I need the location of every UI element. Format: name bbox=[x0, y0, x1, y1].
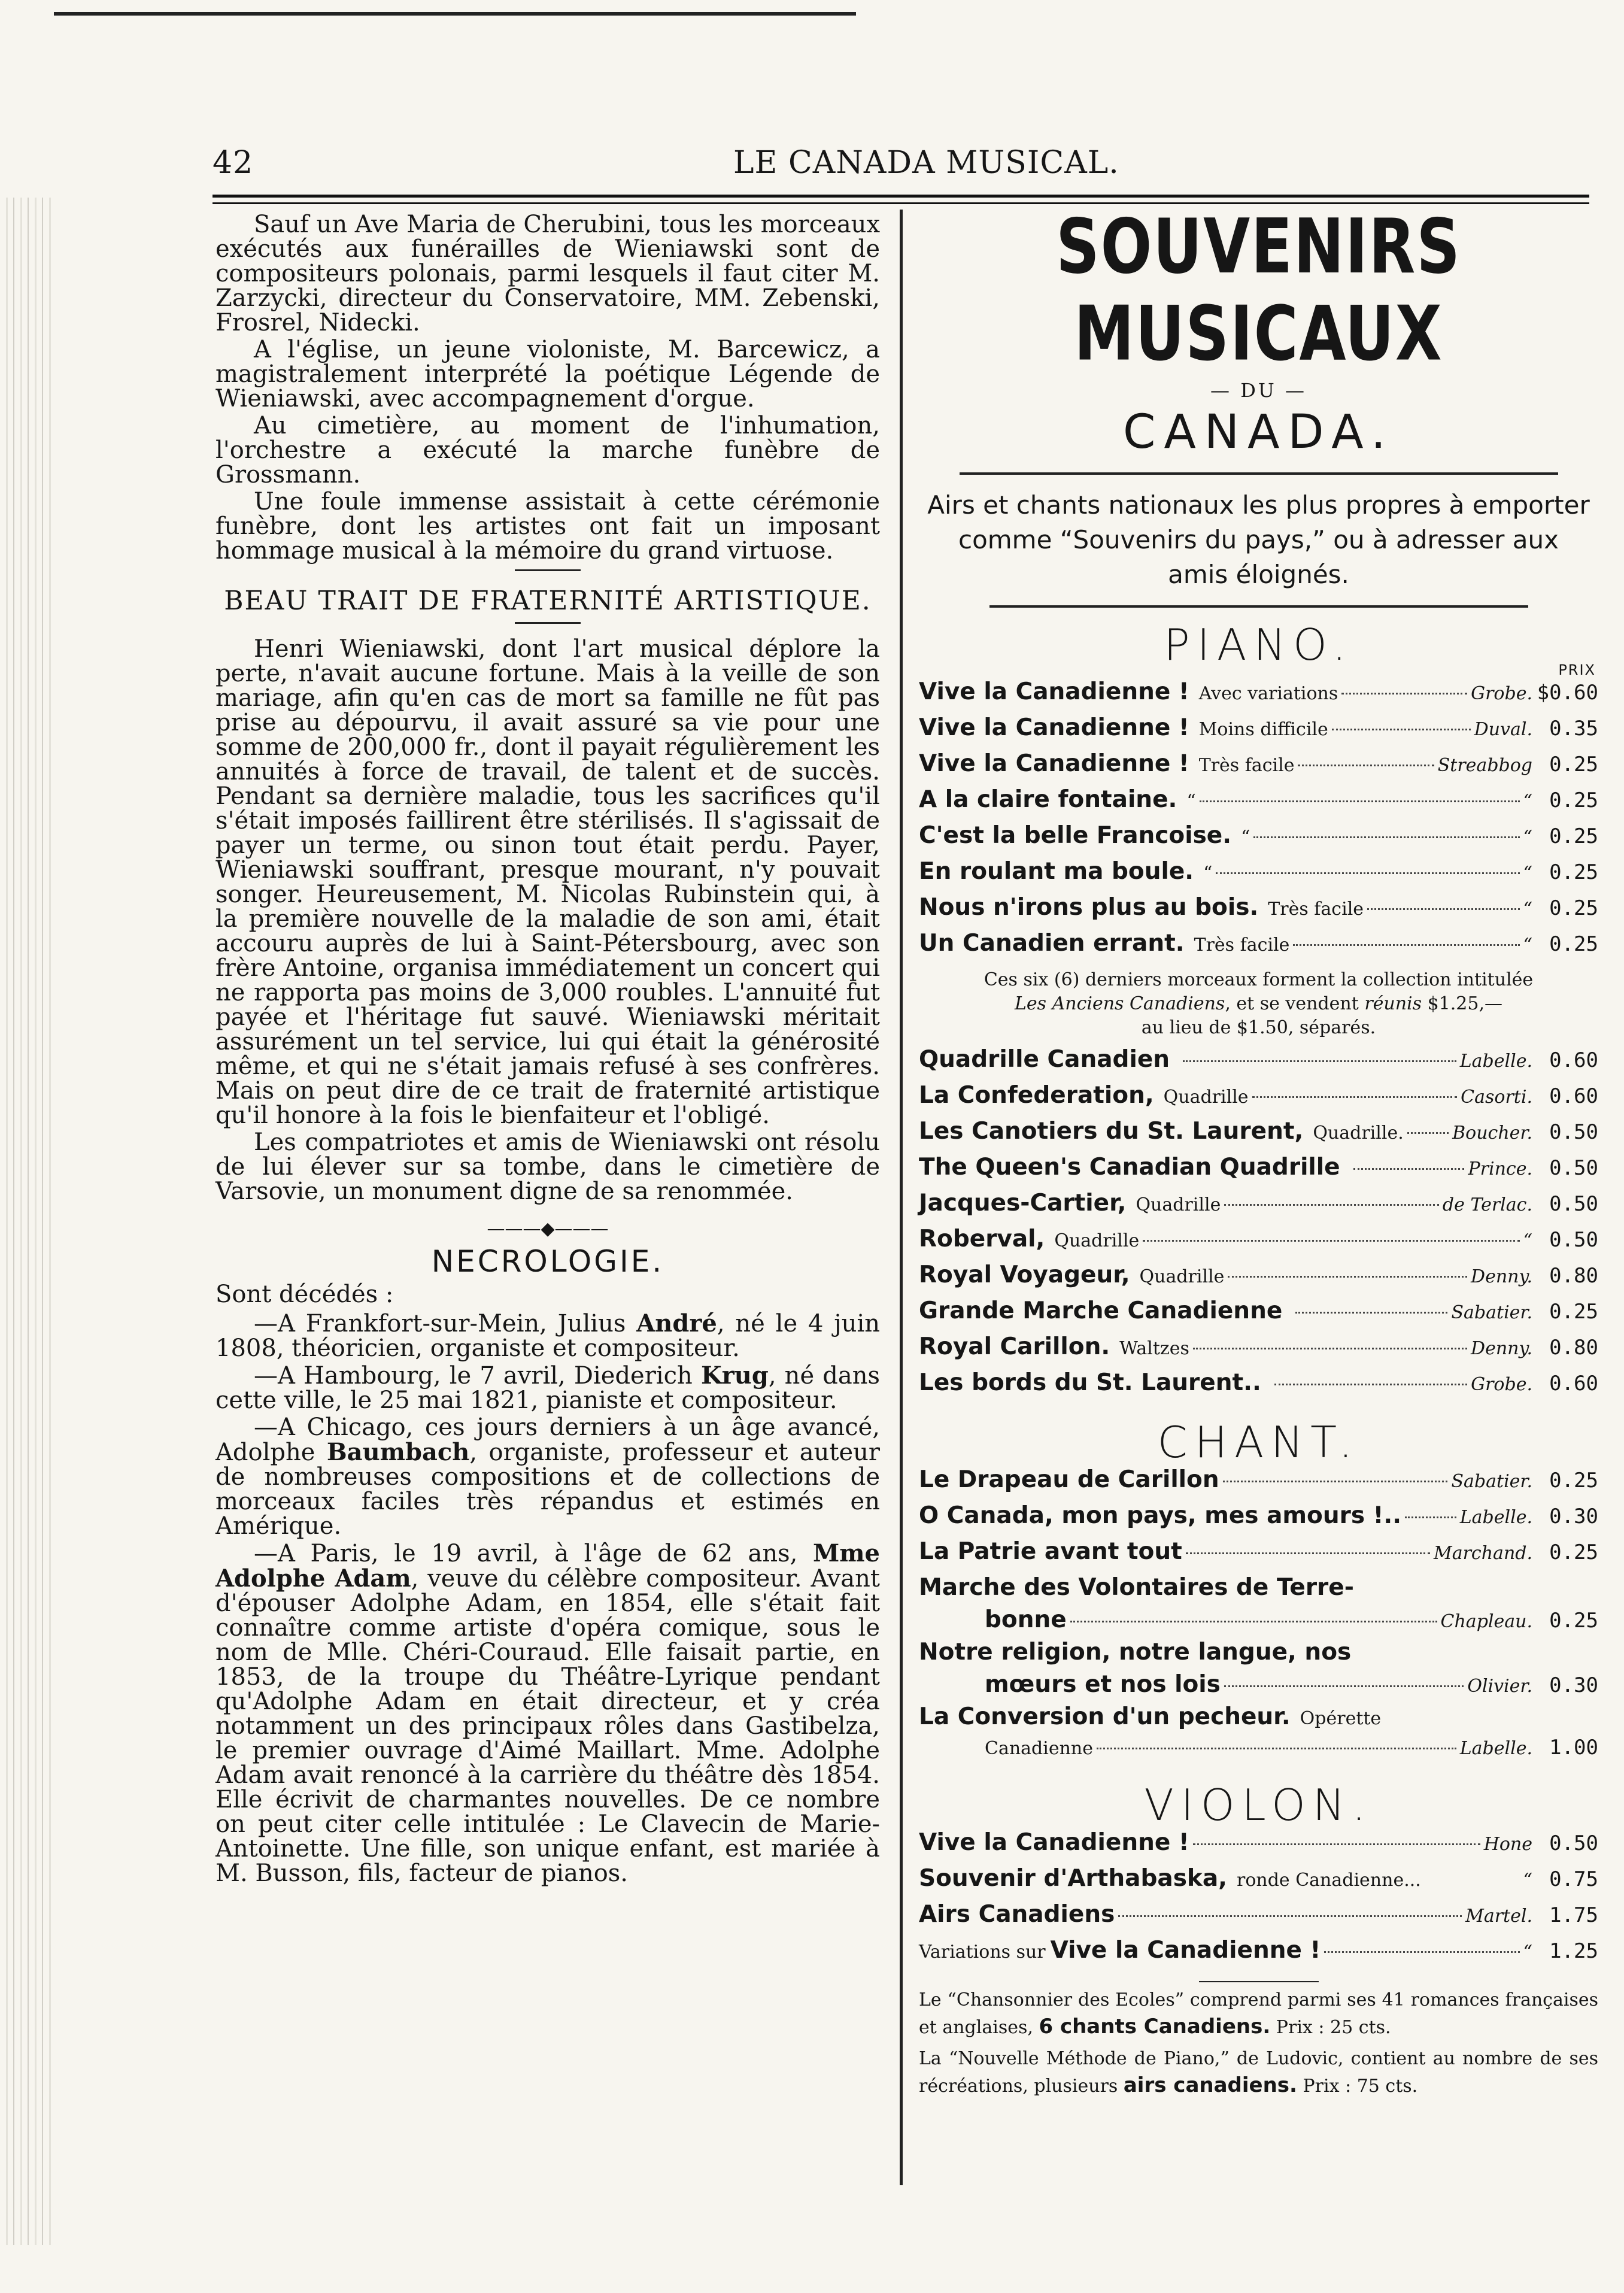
obituary-text: —A Chicago, ces jours derniers à un âge avancé, Adolphe bbox=[215, 1414, 880, 1466]
footer-text: La “Nouvelle Méthode de Piano,” de Ludovic, contient au nombre de ses récréations, plusieurs bbox=[919, 2048, 1598, 2097]
leader-dots bbox=[1228, 1276, 1467, 1278]
footer-text: Le “Chansonnier des Ecoles” comprend parmi ses 41 romances françaises et anglaises, bbox=[919, 1989, 1598, 2038]
item-title: Vive la Canadienne ! bbox=[1050, 1937, 1321, 1964]
item-title: The Queen's Canadian Quadrille bbox=[919, 1154, 1340, 1181]
item-title-cont: bonne bbox=[985, 1606, 1067, 1633]
item-author: “ bbox=[1523, 791, 1532, 812]
header-rule bbox=[213, 195, 1589, 198]
item-title: Jacques-Cartier, bbox=[919, 1190, 1127, 1217]
violon-heading: VIOLON. bbox=[1144, 1780, 1373, 1830]
obituary-name: André bbox=[636, 1309, 717, 1337]
item-price: 0.30 bbox=[1549, 1673, 1598, 1697]
item-author: Streabbog bbox=[1437, 755, 1532, 776]
item-price: 0.25 bbox=[1549, 1300, 1598, 1324]
item-author: “ bbox=[1523, 827, 1532, 848]
catalog-row bbox=[919, 1829, 1598, 1865]
item-author: Casorti. bbox=[1461, 1087, 1532, 1108]
item-price: 0.50 bbox=[1549, 1831, 1598, 1855]
item-price: 0.30 bbox=[1549, 1505, 1598, 1528]
item-title: Nous n'irons plus au bois. bbox=[919, 894, 1259, 921]
obituary-entry bbox=[215, 1415, 880, 1539]
item-title: Royal Voyageur, bbox=[919, 1261, 1130, 1288]
item-price: 0.25 bbox=[1549, 824, 1598, 848]
obituary-text: —A Hambourg, le 7 avril, Diederich bbox=[254, 1362, 701, 1390]
obituary-entry bbox=[215, 1363, 880, 1413]
item-desc: “ bbox=[1186, 791, 1196, 812]
necrology-intro: Sont décédés : bbox=[215, 1281, 394, 1308]
item-desc: Variations sur bbox=[919, 1942, 1046, 1963]
leader-dots bbox=[1295, 1312, 1447, 1314]
catalog-row bbox=[919, 858, 1598, 894]
item-desc: Waltzes bbox=[1119, 1338, 1189, 1359]
footer-text: Prix : 25 cts. bbox=[1270, 2017, 1391, 2038]
item-price: 0.25 bbox=[1549, 788, 1598, 812]
section-heading: BEAU TRAIT DE FRATERNITÉ ARTISTIQUE. bbox=[224, 586, 872, 616]
catalog-row bbox=[919, 1937, 1598, 1973]
advert-canada: CANADA. bbox=[1123, 405, 1394, 459]
scan-edge-artifact bbox=[0, 198, 54, 2245]
item-author: Hone bbox=[1483, 1834, 1532, 1855]
advert-title: SOUVENIRS MUSICAUX bbox=[1056, 203, 1461, 378]
item-price: 0.50 bbox=[1549, 1228, 1598, 1252]
note-line bbox=[919, 992, 1598, 1016]
leader-dots bbox=[1193, 1843, 1480, 1845]
item-price: 1.25 bbox=[1549, 1939, 1598, 1963]
leader-dots bbox=[1252, 1096, 1458, 1098]
item-author: Sabatier. bbox=[1451, 1302, 1532, 1323]
item-author: Grobe. bbox=[1471, 683, 1532, 704]
catalog-row bbox=[919, 894, 1598, 930]
item-author: Labelle. bbox=[1459, 1738, 1532, 1759]
item-author: Prince. bbox=[1468, 1158, 1532, 1179]
leader-dots bbox=[1183, 1060, 1456, 1062]
item-author: “ bbox=[1523, 1230, 1532, 1251]
obituary-text: , organiste, professeur et auteur de nombreuses compositions et de collections de morceaux faciles très répandus et estimés en Amérique. bbox=[215, 1439, 880, 1540]
piano-heading: PIANO. bbox=[1164, 620, 1353, 670]
piano-list bbox=[919, 678, 1598, 966]
item-author: “ bbox=[1523, 863, 1532, 884]
column-divider bbox=[900, 210, 903, 2185]
item-desc: Très facile bbox=[1194, 935, 1290, 956]
item-price: $0.60 bbox=[1537, 681, 1598, 705]
item-author: “ bbox=[1523, 1942, 1532, 1963]
footer-emph: airs canadiens. bbox=[1123, 2073, 1297, 2097]
paragraph: Une foule immense assistait à cette cérémonie funèbre, dont les artistes ont fait un imposant hommage musical à la mémoire du grand virtuose. bbox=[215, 488, 880, 565]
catalog-row bbox=[919, 1502, 1598, 1538]
item-author: “ bbox=[1523, 935, 1532, 956]
item-title: Le Drapeau de Carillon bbox=[919, 1466, 1219, 1493]
necrology-heading: NECROLOGIE. bbox=[431, 1244, 664, 1279]
leader-dots bbox=[1293, 944, 1519, 946]
item-price: 0.50 bbox=[1549, 1120, 1598, 1144]
page-header bbox=[213, 145, 1586, 187]
item-title: Quadrille Canadien bbox=[919, 1046, 1170, 1073]
leader-dots bbox=[1193, 1348, 1467, 1349]
catalog-row bbox=[919, 1538, 1598, 1574]
item-title: Les bords du St. Laurent.. bbox=[919, 1369, 1261, 1396]
item-price: 0.25 bbox=[1549, 896, 1598, 920]
price-column-label: PRIX bbox=[1558, 662, 1596, 678]
advert-du: — DU — bbox=[1210, 379, 1307, 402]
paragraph: Au cimetière, au moment de l'inhumation, l'orchestre a exécuté la marche funèbre de Grossmann. bbox=[215, 412, 880, 489]
item-price: 0.25 bbox=[1549, 1540, 1598, 1564]
item-price: 0.50 bbox=[1549, 1192, 1598, 1216]
leader-dots bbox=[1118, 1915, 1462, 1917]
item-price: 0.60 bbox=[1549, 1048, 1598, 1072]
note-collection-title: Les Anciens Canadiens bbox=[1014, 993, 1225, 1014]
item-desc: Quadrille bbox=[1163, 1087, 1249, 1108]
item-title: C'est la belle Francoise. bbox=[919, 822, 1232, 849]
item-title: Grande Marche Canadienne bbox=[919, 1297, 1283, 1324]
item-author: Sabatier. bbox=[1451, 1471, 1532, 1492]
item-title: Vive la Canadienne ! bbox=[919, 678, 1189, 705]
item-price: 0.50 bbox=[1549, 1156, 1598, 1180]
item-author: “ bbox=[1523, 899, 1532, 920]
item-price: 0.25 bbox=[1549, 1609, 1598, 1633]
item-desc: Quadrille bbox=[1054, 1230, 1140, 1251]
item-desc: Quadrille. bbox=[1313, 1123, 1404, 1144]
note-text: $1.25,— bbox=[1422, 993, 1503, 1014]
item-desc: Très facile bbox=[1198, 755, 1295, 776]
leader-dots bbox=[1367, 908, 1520, 910]
advert-rule bbox=[989, 605, 1528, 608]
leader-dots bbox=[1405, 1516, 1456, 1518]
collection-note bbox=[919, 968, 1598, 1040]
obituary-text: , né le 4 juin 1808, théoricien, organiste et compositeur. bbox=[215, 1310, 880, 1362]
catalog-row bbox=[919, 1369, 1598, 1405]
item-desc: “ bbox=[1241, 827, 1250, 848]
item-desc: Avec variations bbox=[1198, 683, 1338, 704]
piano-quadrille-list bbox=[919, 1046, 1598, 1405]
leader-dots bbox=[1223, 1481, 1448, 1482]
catalog-row bbox=[919, 714, 1598, 750]
footer-text: Prix : 75 cts. bbox=[1297, 2076, 1418, 2097]
advert-rule bbox=[960, 472, 1558, 475]
item-title: Vive la Canadienne ! bbox=[919, 714, 1189, 741]
item-title: A la claire fontaine. bbox=[919, 786, 1177, 813]
obituary-name: Mme Adolphe Adam bbox=[215, 1539, 880, 1593]
item-price: 0.60 bbox=[1549, 1084, 1598, 1108]
paragraph: Henri Wieniawski, dont l'art musical déplore la perte, n'avait aucune fortune. Mais à la veille de son mariage, afin qu'en cas de mort sa famille ne fût pas prise au dépourvu, il avait assuré sa vie pour une somme de 200,000 fr., dont il payait régulièrement les annuités à force de travail, de talent et de succès. Pendant sa dernière maladie, tous les sacrifices qu'il s'était imposés faillirent être stérilisés. Il s'agissait de payer un terme, ou sinon tout était perdu. Payer, Wieniawski souffrant, presque mourant, n'y pouvait songer. Heureusement, M. Nicolas Rubinstein qui, à la première nouvelle de la maladie de son ami, était accouru auprès de lui à Saint-Pétersbourg, avec son frère Antoine, organisa immédiatement un concert qui ne rapporta pas moins de 3,000 roubles. L'annuité fut payée et l'héritage fut sauvé. Wieniawski méritait assurément un tel service, lui qui était la générosité même, et qui ne s'était jamais refusé à ses confrères. Mais on peut dire de ce trait de fraternité artistique qu'il honore à la fois le bienfaiteur et l'obligé. bbox=[215, 635, 880, 1129]
item-author: Denny. bbox=[1471, 1266, 1532, 1287]
catalog-row bbox=[919, 1082, 1598, 1118]
item-author: Olivier. bbox=[1467, 1676, 1532, 1697]
catalog-row bbox=[919, 1046, 1598, 1082]
leader-dots bbox=[1216, 872, 1519, 874]
leader-dots bbox=[1332, 729, 1471, 730]
leader-dots bbox=[1274, 1384, 1467, 1385]
item-price: 1.00 bbox=[1549, 1736, 1598, 1760]
item-author: Duval. bbox=[1474, 719, 1532, 740]
item-title: En roulant ma boule. bbox=[919, 858, 1194, 885]
item-author: Labelle. bbox=[1459, 1051, 1532, 1072]
catalog-row bbox=[919, 1901, 1598, 1937]
note-text: , et se vendent bbox=[1225, 993, 1365, 1014]
item-author: Denny. bbox=[1471, 1338, 1532, 1359]
catalog-row bbox=[919, 1703, 1598, 1768]
item-price: 0.25 bbox=[1549, 932, 1598, 956]
note-line: au lieu de $1.50, séparés. bbox=[1141, 1017, 1376, 1038]
paragraph: Sauf un Ave Maria de Cherubini, tous les morceaux exécutés aux funérailles de Wieniawski sont de compositeurs polonais, parmi lesquels il faut citer M. Zarzycki, directeur du Conservatoire, MM. Zebenski, Frosrel, Nidecki. bbox=[215, 211, 880, 336]
catalog-row bbox=[919, 1466, 1598, 1502]
page-title: LE CANADA MUSICAL. bbox=[733, 145, 1119, 181]
obituary-entry bbox=[215, 1311, 880, 1361]
item-title: Vive la Canadienne ! bbox=[919, 1829, 1189, 1856]
item-title: Un Canadien errant. bbox=[919, 930, 1185, 957]
item-price: 0.35 bbox=[1549, 717, 1598, 741]
item-author: Martel. bbox=[1465, 1906, 1532, 1927]
leader-dots bbox=[1200, 800, 1520, 802]
item-desc: “ bbox=[1203, 863, 1213, 884]
item-desc: Quadrille bbox=[1136, 1194, 1221, 1215]
top-rule bbox=[54, 12, 856, 16]
item-author: de Terlac. bbox=[1442, 1194, 1532, 1215]
leader-dots bbox=[1341, 693, 1467, 694]
item-desc: ronde Canadienne... bbox=[1236, 1870, 1421, 1891]
leader-dots bbox=[1097, 1748, 1456, 1749]
item-desc: Moins difficile bbox=[1198, 719, 1328, 740]
catalog-row bbox=[919, 1639, 1598, 1703]
footer-rule bbox=[1199, 1981, 1319, 1982]
catalog-row bbox=[919, 822, 1598, 858]
item-author: Marchand. bbox=[1433, 1543, 1532, 1564]
paragraph: Les compatriotes et amis de Wieniawski ont résolu de lui élever sur sa tombe, dans le cimetière de Varsovie, un monument digne de sa renommée. bbox=[215, 1129, 880, 1205]
catalog-row bbox=[919, 1261, 1598, 1297]
chant-heading: CHANT. bbox=[1157, 1417, 1360, 1467]
section-rule bbox=[515, 622, 581, 624]
note-line: Ces six (6) derniers morceaux forment la collection intitulée bbox=[983, 969, 1534, 990]
leader-dots bbox=[1407, 1132, 1449, 1134]
catalog-row bbox=[919, 930, 1598, 966]
item-title: La Patrie avant tout bbox=[919, 1538, 1182, 1565]
footer-note bbox=[919, 1987, 1598, 2041]
obituary-name: Krug bbox=[700, 1361, 769, 1390]
catalog-row bbox=[919, 1118, 1598, 1154]
item-price: 0.80 bbox=[1549, 1336, 1598, 1360]
item-title: Souvenir d'Arthabaska, bbox=[919, 1865, 1227, 1892]
ornament-divider: ———◆——— bbox=[487, 1218, 609, 1239]
right-column bbox=[919, 203, 1598, 2100]
item-title: Les Canotiers du St. Laurent, bbox=[919, 1118, 1304, 1145]
item-author: “ bbox=[1523, 1870, 1532, 1891]
page-number: 42 bbox=[213, 145, 254, 181]
item-price: 1.75 bbox=[1549, 1903, 1598, 1927]
leader-dots bbox=[1186, 1552, 1430, 1554]
catalog-row bbox=[919, 1574, 1598, 1639]
item-author: Boucher. bbox=[1452, 1123, 1532, 1144]
catalog-row bbox=[919, 1333, 1598, 1369]
item-title-cont: mœurs et nos lois bbox=[985, 1671, 1221, 1698]
catalog-row bbox=[919, 750, 1598, 786]
catalog-row bbox=[919, 1226, 1598, 1261]
item-title: Royal Carillon. bbox=[919, 1333, 1110, 1360]
obituary-name: Baumbach bbox=[326, 1438, 470, 1466]
obituary-entry bbox=[215, 1541, 880, 1886]
catalog-row bbox=[919, 1154, 1598, 1190]
catalog-row bbox=[919, 786, 1598, 822]
footer-emph: 6 chants Canadiens. bbox=[1039, 2015, 1271, 2039]
leader-dots bbox=[1224, 1685, 1464, 1687]
obituary-text: , né dans cette ville, le 25 mai 1821, pianiste et compositeur. bbox=[215, 1362, 880, 1414]
advert-intro: Airs et chants nationaux les plus propres à emporter comme “Souvenirs du pays,” ou à adresser aux amis éloignés. bbox=[927, 490, 1590, 589]
item-price: 0.80 bbox=[1549, 1264, 1598, 1288]
item-price: 0.25 bbox=[1549, 1469, 1598, 1493]
item-title: O Canada, mon pays, mes amours !.. bbox=[919, 1502, 1402, 1529]
left-column bbox=[215, 213, 880, 1888]
leader-dots bbox=[1253, 836, 1519, 838]
item-title: Notre religion, notre langue, nos bbox=[919, 1639, 1352, 1666]
obituary-text: —A Frankfort-sur-Mein, Julius bbox=[254, 1310, 637, 1337]
leader-dots bbox=[1143, 1240, 1519, 1242]
leader-dots bbox=[1070, 1621, 1437, 1622]
item-author: Labelle. bbox=[1459, 1507, 1532, 1528]
item-desc: Quadrille bbox=[1139, 1266, 1225, 1287]
catalog-row bbox=[919, 1190, 1598, 1226]
item-title: La Confederation, bbox=[919, 1082, 1154, 1109]
item-author: Chapleau. bbox=[1440, 1611, 1532, 1632]
item-desc: Opérette bbox=[1300, 1708, 1382, 1729]
leader-dots bbox=[1298, 765, 1434, 766]
note-emph: réunis bbox=[1364, 993, 1422, 1014]
obituary-text: —A Paris, le 19 avril, à l'âge de 62 ans, bbox=[254, 1540, 813, 1567]
catalog-row bbox=[919, 1297, 1598, 1333]
item-title: Vive la Canadienne ! bbox=[919, 750, 1189, 777]
leader-dots bbox=[1224, 1204, 1439, 1206]
item-price: 0.25 bbox=[1549, 860, 1598, 884]
obituary-text: , veuve du célèbre compositeur. Avant d'épouser Adolphe Adam, en 1854, elle s'était fait connaître comme artiste d'opéra comique, sous le nom de Mlle. Chéri-Couraud. Elle faisait partie, en 1853, de la troupe du Théâtre-Lyrique pendant qu'Adolphe Adam en était directeur, et y créa notamment un des principaux rôles dans Gastibelza, le premier ouvrage d'Aimé Maillart. Mme. Adolphe Adam avait renoncé à la carrière du théâtre dès 1854. Elle écrivit de charmantes nouvelles. De ce nombre on peut citer celle intitulée : Le Clavecin de Marie-Antoinette. Une fille, son unique enfant, est mariée à M. Busson, fils, facteur de pianos. bbox=[215, 1565, 880, 1887]
item-desc: Très facile bbox=[1268, 899, 1364, 920]
leader-dots bbox=[1353, 1168, 1465, 1170]
catalog-row bbox=[919, 678, 1598, 714]
item-title: Marche des Volontaires de Terre- bbox=[919, 1574, 1354, 1601]
item-title: Airs Canadiens bbox=[919, 1901, 1115, 1928]
leader-dots bbox=[1324, 1951, 1519, 1953]
section-rule bbox=[515, 569, 581, 571]
item-price: 0.75 bbox=[1549, 1867, 1598, 1891]
item-price: 0.25 bbox=[1549, 753, 1598, 777]
item-title: La Conversion d'un pecheur. bbox=[919, 1703, 1291, 1730]
item-price: 0.60 bbox=[1549, 1372, 1598, 1396]
item-author: Grobe. bbox=[1471, 1374, 1532, 1395]
item-title: Roberval, bbox=[919, 1226, 1045, 1252]
footer-note bbox=[919, 2046, 1598, 2100]
item-desc-cont: Canadienne bbox=[985, 1738, 1093, 1759]
paragraph: A l'église, un jeune violoniste, M. Barcewicz, a magistralement interprété la poétique Légende de Wieniawski, avec accompagnement d'orgue. bbox=[215, 336, 880, 413]
catalog-row bbox=[919, 1865, 1598, 1901]
